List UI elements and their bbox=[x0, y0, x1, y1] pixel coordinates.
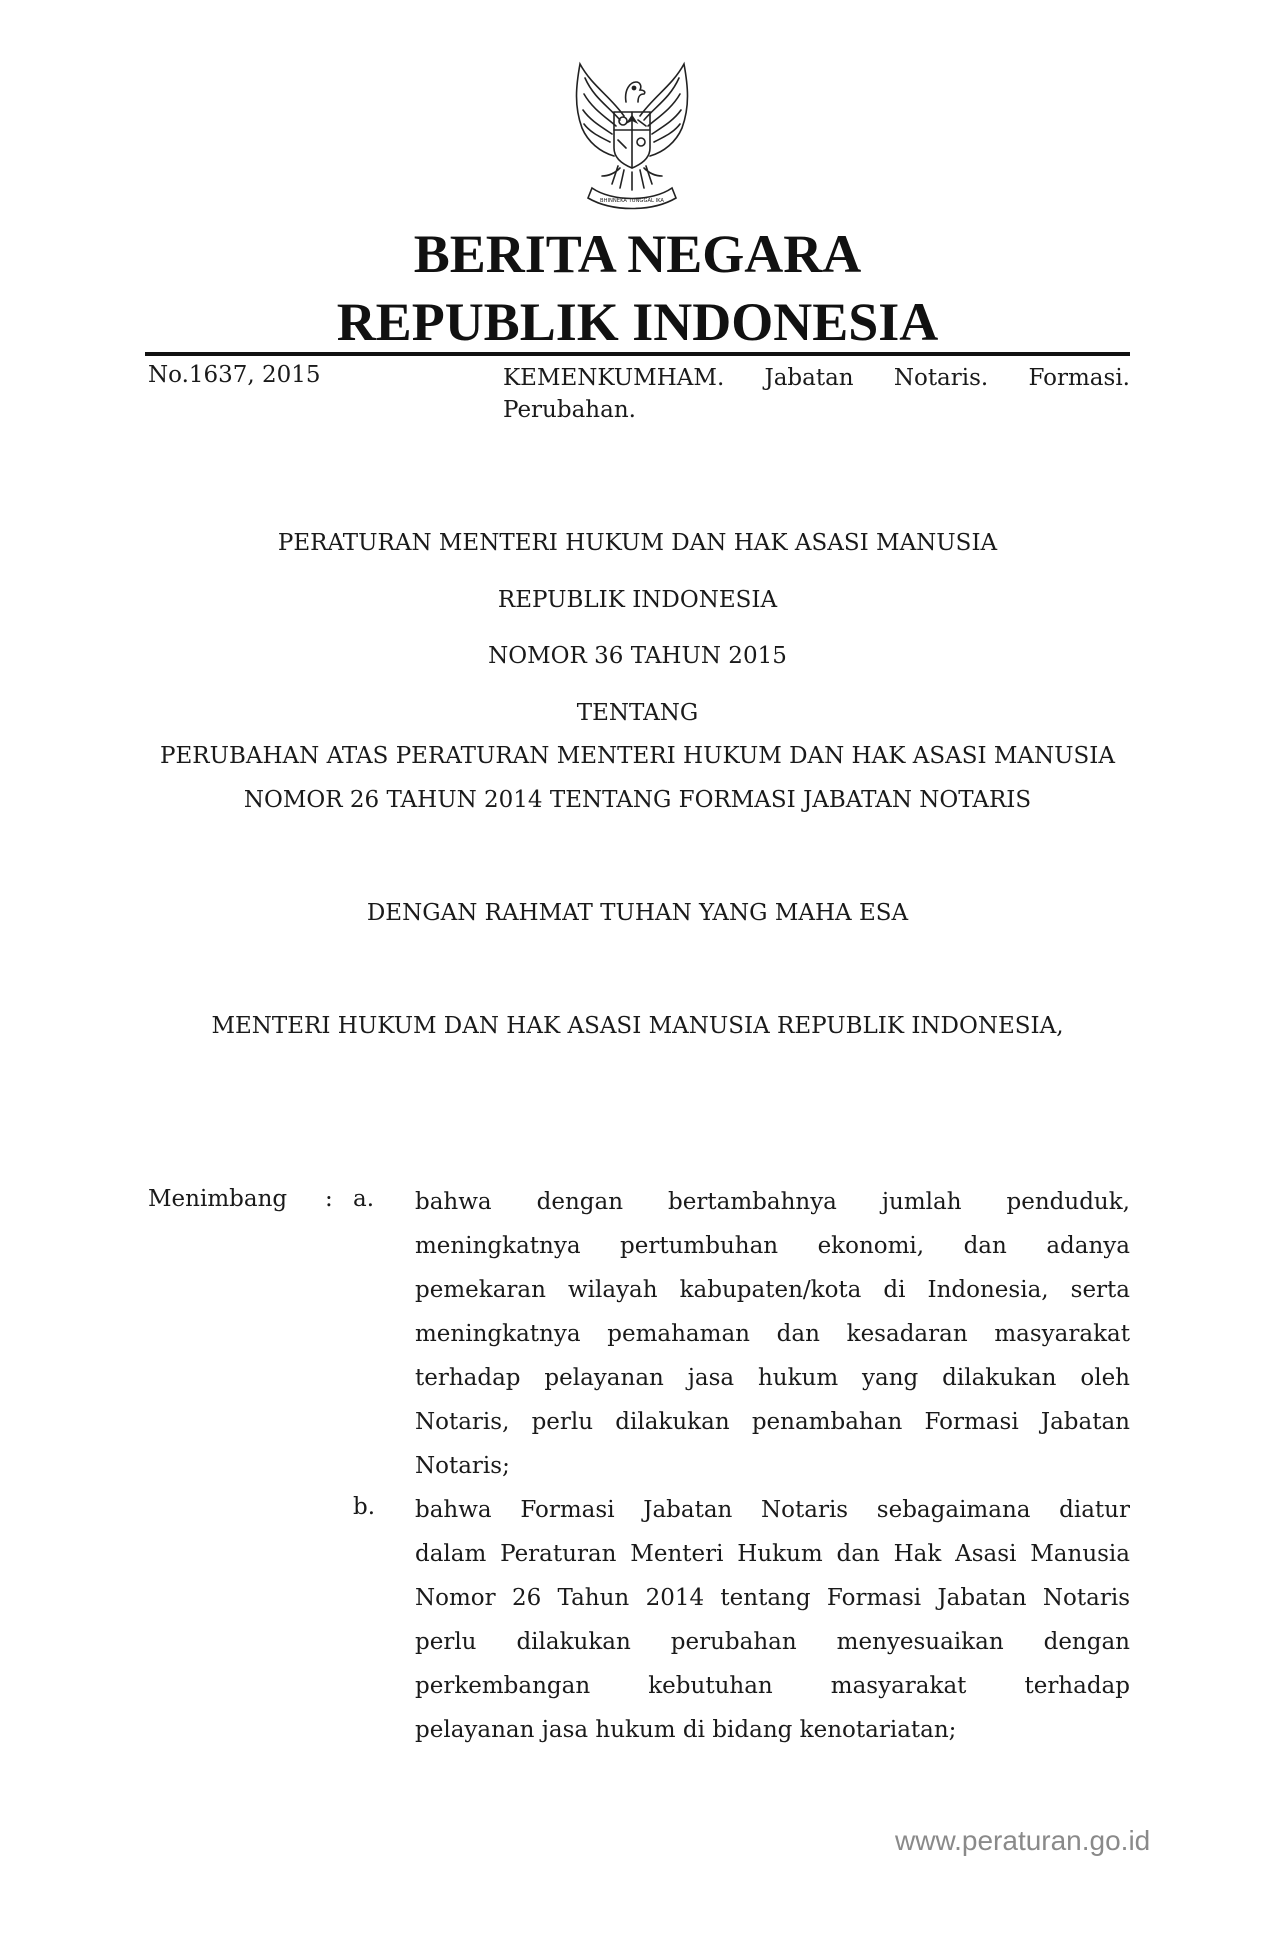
regulation-subject-line2: NOMOR 26 TAHUN 2014 TENTANG FORMASI JABATAN NOTARIS bbox=[243, 787, 1032, 813]
item-a-line: bahwa dengan bertambahnya jumlah penduduk, bbox=[415, 1189, 1130, 1215]
item-b-line: pelayanan jasa hukum di bidang kenotariatan; bbox=[415, 1717, 957, 1743]
item-b-line: dalam Peraturan Menteri Hukum dan Hak Asasi Manusia bbox=[415, 1541, 1130, 1567]
regulation-title-line2: REPUBLIK INDONESIA bbox=[497, 587, 778, 613]
regulation-title-line1: PERATURAN MENTERI HUKUM DAN HAK ASASI MANUSIA bbox=[277, 530, 998, 556]
item-text-a bbox=[415, 1186, 1130, 1494]
item-a-line: pemekaran wilayah kabupaten/kota di Indonesia, serta bbox=[415, 1277, 1130, 1303]
issue-subject-line2: Perubahan. bbox=[503, 397, 636, 423]
issue-subject-line1: KEMENKUMHAM. Jabatan Notaris. Formasi. bbox=[503, 365, 1130, 391]
garuda-emblem-icon bbox=[552, 56, 712, 216]
item-a-line: Notaris, perlu dilakukan penambahan Formasi Jabatan bbox=[415, 1409, 1130, 1435]
item-a-line: terhadap pelayanan jasa hukum yang dilakukan oleh bbox=[415, 1365, 1130, 1391]
masthead-title: BERITA NEGARA bbox=[413, 224, 862, 284]
item-b-line: bahwa Formasi Jabatan Notaris sebagaimana diatur bbox=[415, 1497, 1130, 1523]
regulation-about: TENTANG bbox=[576, 700, 699, 726]
item-a-line: meningkatnya pemahaman dan kesadaran masyarakat bbox=[415, 1321, 1130, 1347]
item-b-line: perkembangan kebutuhan masyarakat terhadap bbox=[415, 1673, 1130, 1699]
item-letter-b: b. bbox=[353, 1494, 376, 1520]
masthead-divider bbox=[145, 352, 1130, 356]
item-letter-a: a. bbox=[353, 1186, 375, 1212]
considering-colon: : bbox=[325, 1186, 333, 1212]
item-text-b bbox=[415, 1494, 1130, 1758]
masthead-subtitle: REPUBLIK INDONESIA bbox=[336, 292, 939, 352]
source-watermark: www.peraturan.go.id bbox=[895, 1825, 1151, 1856]
considering-label: Menimbang bbox=[148, 1186, 288, 1212]
issue-number: No.1637, 2015 bbox=[148, 362, 321, 388]
emblem-motto-text: BHINNEKA TUNGGAL IKA bbox=[600, 198, 664, 204]
item-b-line: perlu dilakukan perubahan menyesuaikan dengan bbox=[415, 1629, 1130, 1655]
invocation: DENGAN RAHMAT TUHAN YANG MAHA ESA bbox=[366, 900, 909, 926]
item-a-line: Notaris; bbox=[415, 1453, 510, 1479]
item-b-line: Nomor 26 Tahun 2014 tentang Formasi Jabatan Notaris bbox=[415, 1585, 1130, 1611]
issuer: MENTERI HUKUM DAN HAK ASASI MANUSIA REPUBLIK INDONESIA, bbox=[211, 1013, 1064, 1039]
regulation-number: NOMOR 36 TAHUN 2015 bbox=[488, 643, 787, 669]
regulation-subject-line1: PERUBAHAN ATAS PERATURAN MENTERI HUKUM DAN HAK ASASI MANUSIA bbox=[160, 743, 1115, 769]
item-a-line: meningkatnya pertumbuhan ekonomi, dan adanya bbox=[415, 1233, 1130, 1259]
